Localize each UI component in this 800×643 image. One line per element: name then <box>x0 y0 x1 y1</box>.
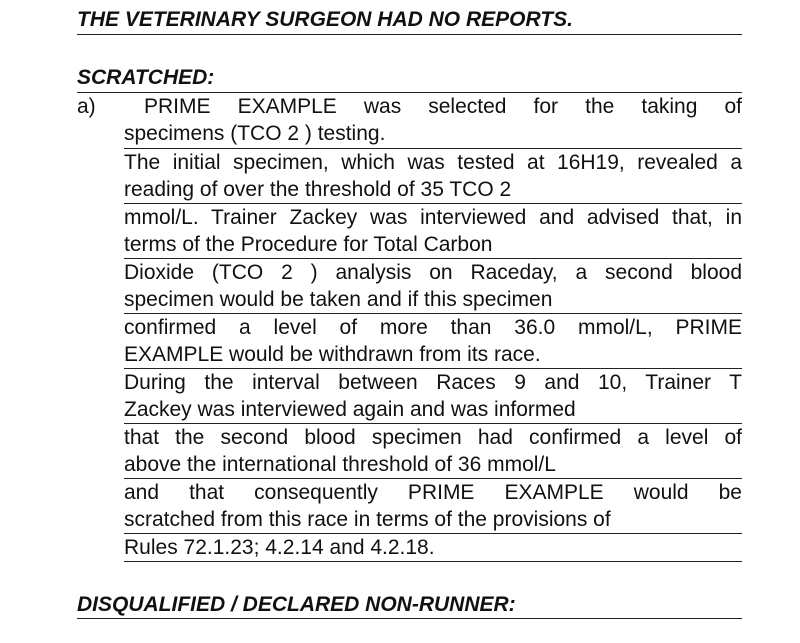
paragraph-line: and that consequently PRIME EXAMPLE would be <box>124 481 742 504</box>
vet-report-heading: THE VETERINARY SURGEON HAD NO REPORTS. <box>77 8 573 31</box>
paragraph-line: During the interval between Races 9 and 10, Trainer T <box>124 371 742 394</box>
paragraph-line: PRIME EXAMPLE was selected for the taking of <box>144 95 742 118</box>
paragraph-line: reading of over the threshold of 35 TCO 2 <box>124 178 512 201</box>
item-label: a) <box>77 95 96 118</box>
divider <box>77 34 742 35</box>
divider <box>77 92 742 93</box>
paragraph-line: terms of the Procedure for Total Carbon <box>124 233 493 256</box>
paragraph-line: specimens (TCO 2 ) testing. <box>124 122 386 145</box>
divider <box>124 561 742 562</box>
paragraph-line: Rules 72.1.23; 4.2.14 and 4.2.18. <box>124 536 435 559</box>
paragraph-line: confirmed a level of more than 36.0 mmol/L, PRIME <box>124 316 742 339</box>
paragraph-line: Dioxide (TCO 2 ) analysis on Raceday, a second blood <box>124 261 742 284</box>
paragraph-line: scratched from this race in terms of the provisions of <box>124 508 611 531</box>
paragraph-line: mmol/L. Trainer Zackey was interviewed and advised that, in <box>124 206 742 229</box>
paragraph-line: above the international threshold of 36 mmol/L <box>124 453 556 476</box>
scratched-heading: SCRATCHED: <box>77 66 215 89</box>
divider <box>77 618 742 619</box>
paragraph-line: specimen would be taken and if this specimen <box>124 288 553 311</box>
paragraph-line: The initial specimen, which was tested at 16H19, revealed a <box>124 151 742 174</box>
paragraph-line: EXAMPLE would be withdrawn from its race. <box>124 343 541 366</box>
paragraph-line: Zackey was interviewed again and was informed <box>124 398 576 421</box>
disqualified-heading: DISQUALIFIED / DECLARED NON-RUNNER: <box>77 593 516 616</box>
paragraph-line: that the second blood specimen had confirmed a level of <box>124 426 742 449</box>
